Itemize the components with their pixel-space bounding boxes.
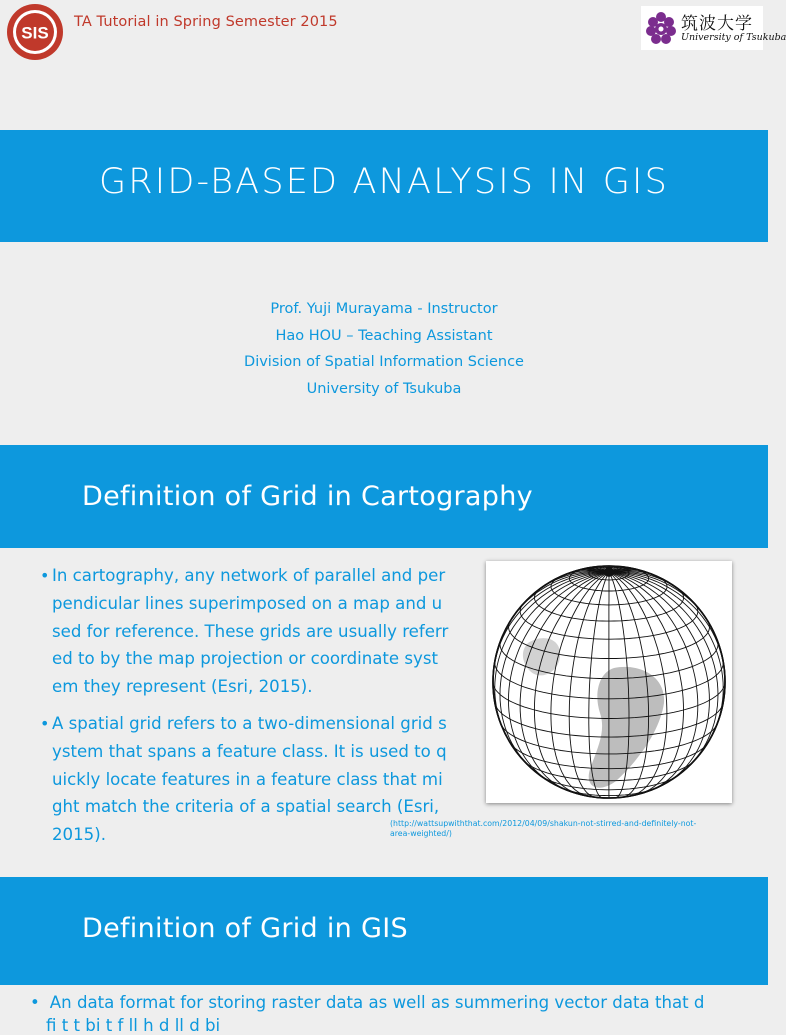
gis-bullet <box>30 989 704 1016</box>
image-caption-line: (http://wattsupwiththat.com/2012/04/09/shakun-not-stirred-and-definitely-not- <box>390 819 697 828</box>
bullet-line: uickly locate features in a feature class that mi <box>52 769 443 789</box>
bullet-icon: • <box>30 993 40 1012</box>
bullet-line: pendicular lines superimposed on a map and u <box>52 593 443 613</box>
bullet-line: 2015). <box>52 825 106 845</box>
bullet-line: A spatial grid refers to a two-dimensional grid s <box>52 713 447 733</box>
bullet-line: ght match the criteria of a spatial search (Esri, <box>52 797 440 817</box>
bullet-item <box>40 562 480 701</box>
bullet-icon: • <box>40 713 50 733</box>
credit-line-instructor: Prof. Yuji Murayama - Instructor <box>270 301 498 317</box>
image-caption-line: area-weighted/) <box>390 829 452 838</box>
bullet-line: ed to by the map projection or coordinate syst <box>52 649 439 669</box>
cartography-bullets <box>40 562 480 858</box>
university-name-kanji: 筑波大学 <box>681 14 753 34</box>
globe-grid-image <box>486 561 732 803</box>
sis-logo <box>6 3 64 61</box>
credits <box>0 296 768 402</box>
title-banner <box>0 130 768 242</box>
bullet-icon: • <box>40 566 50 585</box>
university-name-english: University of Tsukuba <box>681 32 786 43</box>
globe-icon <box>488 563 730 801</box>
credit-line-assistant: Hao HOU – Teaching Assistant <box>275 327 493 344</box>
section-title-gis: Definition of Grid in GIS <box>82 913 408 944</box>
header <box>0 0 786 130</box>
credit-line-division: Division of Spatial Information Science <box>244 354 524 370</box>
university-logo <box>641 6 786 50</box>
sis-logo-text: SIS <box>21 23 49 43</box>
section-banner-cartography <box>0 445 768 548</box>
section-banner-gis <box>0 877 768 985</box>
gis-bullet-text: An data format for storing raster data as well as summering vector data that d <box>49 993 705 1012</box>
gis-bullet-continuation: fi t t bi t f ll h d ll d bi <box>46 1016 221 1035</box>
bullet-line: em they represent (Esri, 2015). <box>52 677 313 697</box>
image-caption <box>390 819 696 839</box>
page-title: GRID-BASED ANALYSIS IN GIS <box>98 162 670 202</box>
bullet-line: sed for reference. These grids are usually referr <box>52 621 449 641</box>
bullet-line: ystem that spans a feature class. It is used to q <box>52 741 447 761</box>
header-title: TA Tutorial in Spring Semester 2015 <box>74 14 338 30</box>
bullet-line: In cartography, any network of parallel and per <box>52 566 446 585</box>
section-title-cartography: Definition of Grid in Cartography <box>82 481 533 512</box>
university-emblem-icon <box>644 10 678 46</box>
credit-line-university: University of Tsukuba <box>306 380 462 397</box>
